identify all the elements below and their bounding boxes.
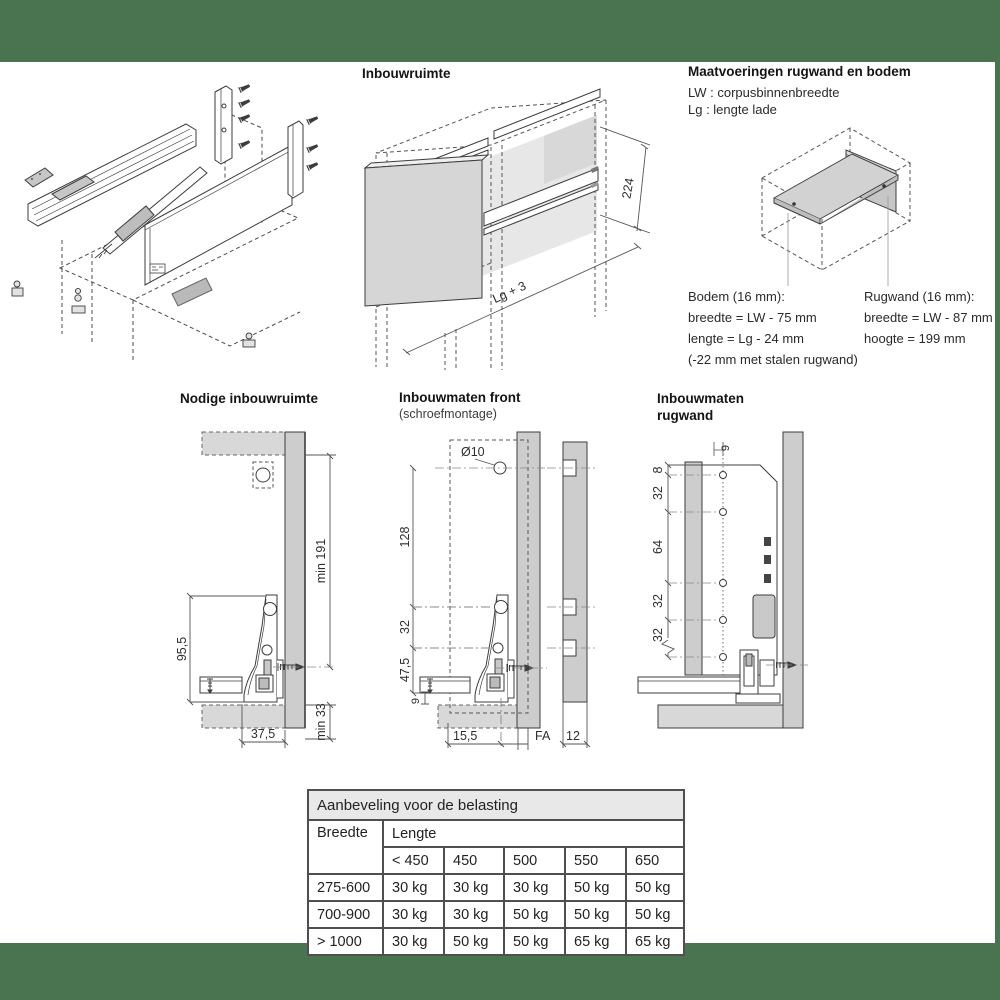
right-green-band bbox=[995, 0, 1000, 1000]
load-cell: 50 kg bbox=[565, 874, 626, 901]
load-cell: 50 kg bbox=[626, 874, 684, 901]
load-cell: 30 kg bbox=[444, 874, 504, 901]
length-col: 650 bbox=[626, 847, 684, 874]
maatvoeringen-drawing bbox=[748, 118, 923, 288]
rugwand-line: hoogte = 199 mm bbox=[864, 331, 966, 346]
load-cell: 50 kg bbox=[504, 901, 565, 928]
dim-32: 32 bbox=[398, 620, 412, 634]
bodem-line: lengte = Lg - 24 mm bbox=[688, 331, 804, 346]
load-cell: 50 kg bbox=[504, 928, 565, 955]
dim-12: 12 bbox=[566, 729, 580, 743]
load-cell: 65 kg bbox=[565, 928, 626, 955]
front-drawing bbox=[395, 398, 610, 760]
lengte-header: Lengte bbox=[383, 820, 684, 847]
dim-9: 9 bbox=[410, 697, 422, 705]
load-cell: 50 kg bbox=[444, 928, 504, 955]
nodige-drawing bbox=[170, 398, 350, 760]
breedte-cell: 275-600 bbox=[308, 874, 383, 901]
breedte-header: Breedte bbox=[308, 820, 383, 874]
rugwand-title: Inbouwmaten rugwand bbox=[657, 391, 744, 423]
breedte-cell: > 1000 bbox=[308, 928, 383, 955]
inbouwruimte-drawing bbox=[348, 65, 658, 373]
top-green-band bbox=[0, 0, 1000, 62]
rugwand-note bbox=[864, 286, 993, 349]
front-subtitle: (schroefmontage) bbox=[399, 407, 497, 421]
dim-edge-9: 9 bbox=[720, 444, 732, 452]
dim-15-5: 15,5 bbox=[453, 729, 478, 743]
rugwand-drawing bbox=[640, 398, 855, 760]
maatvoeringen-title: Maatvoeringen rugwand en bodem bbox=[688, 64, 911, 79]
length-col: < 450 bbox=[383, 847, 444, 874]
length-col: 550 bbox=[565, 847, 626, 874]
dim-32b: 32 bbox=[651, 594, 665, 608]
dim-128: 128 bbox=[398, 526, 412, 548]
exploded-view-drawing bbox=[0, 72, 345, 367]
rugwand-line: breedte = LW - 87 mm bbox=[864, 310, 993, 325]
load-cell: 30 kg bbox=[383, 928, 444, 955]
load-cell: 65 kg bbox=[626, 928, 684, 955]
table-row bbox=[308, 901, 684, 928]
legend-lg: Lg : lengte lade bbox=[688, 102, 777, 117]
front-title: Inbouwmaten front bbox=[399, 390, 521, 405]
dim-hole: Ø10 bbox=[461, 445, 485, 459]
bodem-line: breedte = LW - 75 mm bbox=[688, 310, 817, 325]
length-col: 500 bbox=[504, 847, 565, 874]
bodem-heading: Bodem (16 mm): bbox=[688, 289, 785, 304]
breedte-cell: 700-900 bbox=[308, 901, 383, 928]
table-row bbox=[308, 874, 684, 901]
inbouwruimte-title: Inbouwruimte bbox=[362, 66, 451, 81]
dim-lg3: Lg + 3 bbox=[490, 278, 529, 307]
length-col: 450 bbox=[444, 847, 504, 874]
load-cell: 50 kg bbox=[626, 901, 684, 928]
bodem-note bbox=[688, 286, 858, 370]
load-cell: 30 kg bbox=[383, 874, 444, 901]
nodige-title: Nodige inbouwruimte bbox=[180, 391, 318, 406]
dim-95-5: 95,5 bbox=[175, 636, 189, 662]
dim-32a: 32 bbox=[651, 486, 665, 500]
dim-37-5: 37,5 bbox=[250, 727, 276, 741]
bodem-line: (-22 mm met stalen rugwand) bbox=[688, 352, 858, 367]
dim-47-5: 47,5 bbox=[398, 657, 412, 683]
dim-64: 64 bbox=[651, 540, 665, 554]
dim-fa: FA bbox=[535, 729, 551, 743]
dim-min-191: min 191 bbox=[314, 538, 328, 584]
dim-8: 8 bbox=[651, 466, 665, 474]
load-cell: 30 kg bbox=[444, 901, 504, 928]
dim-32c: 32 bbox=[651, 628, 665, 642]
load-recommendation-table bbox=[307, 789, 685, 956]
table-row bbox=[308, 928, 684, 955]
load-cell: 30 kg bbox=[383, 901, 444, 928]
legend-lw: LW : corpusbinnenbreedte bbox=[688, 85, 840, 100]
load-cell: 30 kg bbox=[504, 874, 565, 901]
table-title: Aanbeveling voor de belasting bbox=[308, 790, 684, 820]
rugwand-heading: Rugwand (16 mm): bbox=[864, 289, 975, 304]
dim-min-33: min 33 bbox=[314, 703, 328, 741]
load-cell: 50 kg bbox=[565, 901, 626, 928]
dim-224: 224 bbox=[619, 176, 637, 200]
